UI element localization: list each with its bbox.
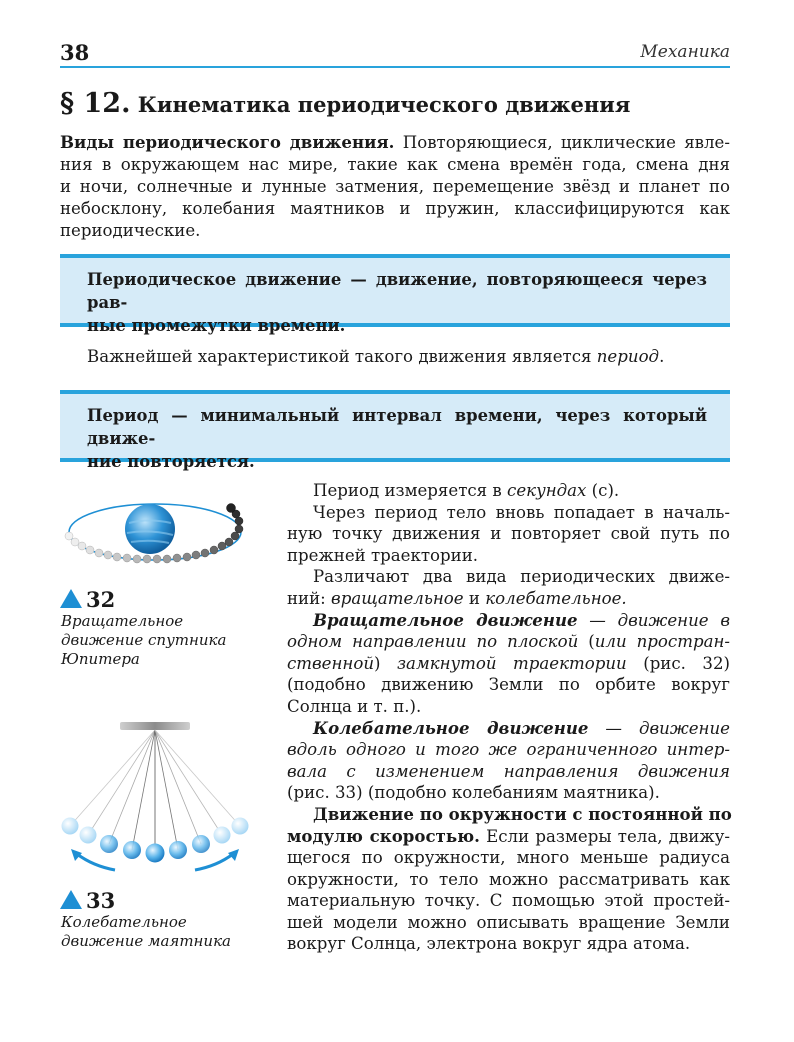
arrow-left-icon <box>77 854 115 870</box>
column-line: ний: вращательное и колебательное. <box>287 588 627 608</box>
column-line: Солнца и т. п.). <box>287 696 422 716</box>
column-line: щегося по окружности, много меньше радиуса <box>287 848 730 868</box>
column-line: вала с изменением направления движения <box>287 761 730 781</box>
intro-line: небосклону, колебания маятников и пружин, классифицируются как <box>60 199 730 218</box>
column-line: одном направлении по плоской (или простран- <box>287 632 731 652</box>
caption-line: движение спутника <box>61 631 227 649</box>
key-sentence-term: период <box>596 347 660 366</box>
column-line: прежней траектории. <box>287 545 479 565</box>
column-line: вокруг Солнца, электрона вокруг ядра атома. <box>287 934 691 954</box>
column-line: Колебательное движение — движение <box>313 717 730 738</box>
key-sentence <box>87 346 664 368</box>
key-sentence-text: Важнейшей характеристикой такого движения является <box>87 347 597 366</box>
header-rule <box>60 66 730 68</box>
caption-line: Вращательное <box>61 612 184 630</box>
section-heading: Кинематика периодического движения <box>130 92 631 117</box>
figure-32-orbit-illustration <box>55 487 255 577</box>
running-title: Механика <box>640 42 730 62</box>
caption-line: Колебательное <box>61 913 187 931</box>
column-line: ную точку движения и повторяет свой путь по <box>287 524 730 544</box>
figure-33-number <box>60 888 115 913</box>
caption-line: движение маятника <box>61 932 231 950</box>
column-line: (подобно движению Земли по орбите вокруг <box>287 675 730 695</box>
column-line: модулю скоростью. Если размеры тела, движу- <box>287 825 730 846</box>
figure-number-text: 33 <box>86 888 116 913</box>
column-line: вдоль одного и того же ограниченного интер- <box>287 740 730 760</box>
caption-line: Юпитера <box>61 650 140 668</box>
intro-paragraph <box>60 131 730 242</box>
column-line: шей модели можно описывать вращение Земли <box>287 912 730 932</box>
figure-33-pendulum-illustration <box>55 722 255 877</box>
definition-box-period <box>60 390 730 471</box>
intro-lead: Виды периодического движения. <box>60 132 395 152</box>
definition-box-periodic-motion <box>60 254 730 335</box>
figure-33-caption <box>61 913 231 951</box>
key-sentence-end: . <box>659 347 665 366</box>
section-title <box>60 88 630 119</box>
triangle-marker-icon <box>60 589 82 608</box>
column-line: Период измеряется в секундах (с). <box>313 481 620 500</box>
definition-line: ние повторяется. <box>87 452 255 471</box>
column-line: материальную точку. С помощью этой простей- <box>287 891 730 911</box>
definition-line: Периодическое движение — движение, повторяющееся через рав- <box>87 270 707 312</box>
definition-line: Период — минимальный интервал времени, через который движе- <box>87 406 707 448</box>
column-line: ственной) замкнутой траектории (рис. 32) <box>287 653 730 673</box>
column-line: окружности, то тело можно рассматривать как <box>287 869 730 889</box>
column-line: Движение по окружности с постоянной по <box>313 803 732 824</box>
column-line: Вращательное движение — движение в <box>313 609 730 630</box>
triangle-marker-icon <box>60 890 82 909</box>
figure-number-text: 32 <box>86 587 116 612</box>
intro-line: ния в окружающем нас мире, такие как смена времён года, смена дня <box>60 155 730 174</box>
figure-32-number <box>60 587 115 612</box>
column-line: Различают два вида периодических движе- <box>313 567 730 587</box>
page-header <box>60 38 730 68</box>
page-number: 38 <box>60 40 90 65</box>
right-column-text <box>287 480 730 955</box>
arrow-right-icon <box>195 854 233 870</box>
intro-line: и ночи, солнечные и лунные затмения, перемещение звёзд и планет по <box>60 177 730 196</box>
column-line: Через период тело вновь попадает в началь- <box>313 502 730 522</box>
figure-32-caption <box>61 612 226 669</box>
section-number: § 12. <box>60 88 131 119</box>
definition-line: ные промежутки времени. <box>87 316 346 335</box>
intro-line: периодические. <box>60 221 201 240</box>
column-line: (рис. 33) (подобно колебаниям маятника). <box>287 783 660 803</box>
pendulum-suspension-bar <box>120 722 190 730</box>
jupiter-planet <box>125 504 175 554</box>
intro-line: Повторяющиеся, циклические явле- <box>394 133 730 152</box>
